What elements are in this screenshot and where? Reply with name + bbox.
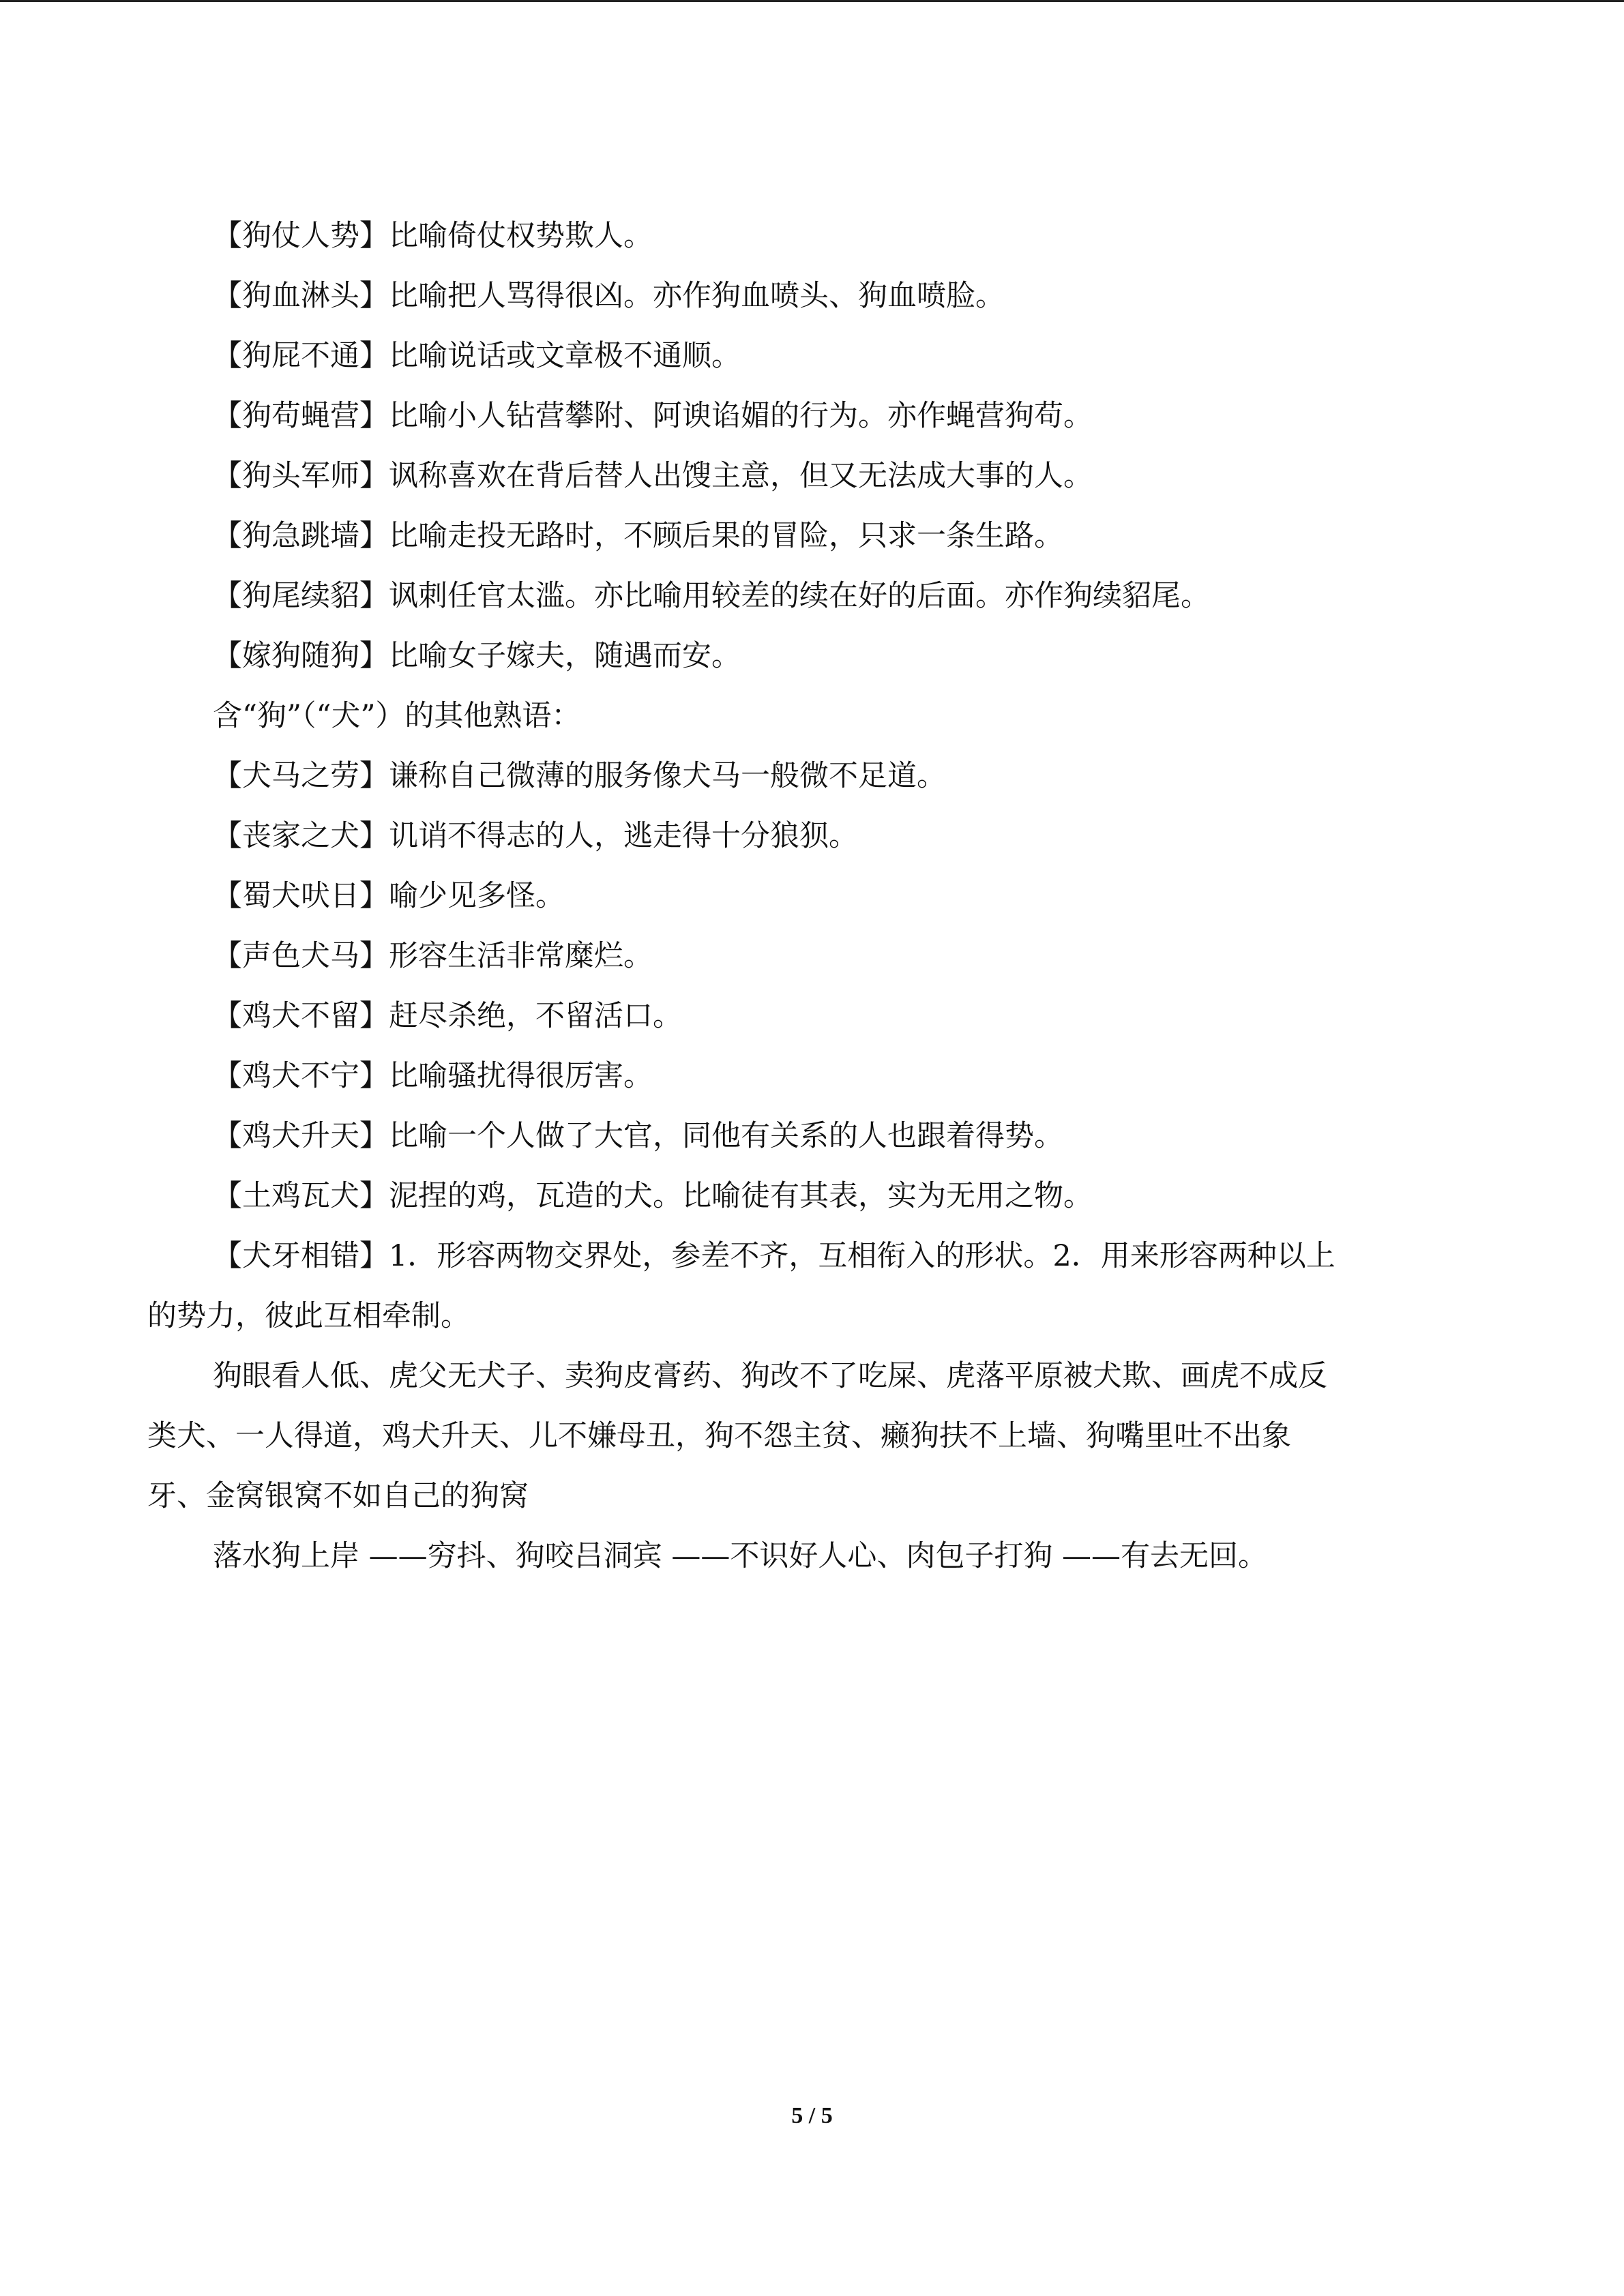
idiom-entry: 【狗头军师】讽称喜欢在背后替人出馊主意，但又无法成大事的人。 xyxy=(213,459,1093,493)
document-body xyxy=(147,206,1471,1586)
idiom-entry: 【蜀犬吠日】喻少见多怪。 xyxy=(213,879,565,913)
idiom-entry: 【狗急跳墙】比喻走投无路时，不顾后果的冒险，只求一条生路。 xyxy=(213,519,1063,553)
idiom-entry: 【声色犬马】形容生活非常糜烂。 xyxy=(213,939,653,973)
proverbs-line: 牙、金窝银窝不如自己的狗窝 xyxy=(147,1479,529,1513)
idiom-entry: 【鸡犬升天】比喻一个人做了大官，同他有关系的人也跟着得势。 xyxy=(213,1119,1063,1153)
idiom-entry: 【嫁狗随狗】比喻女子嫁夫，随遇而安。 xyxy=(213,639,741,673)
idiom-entry: 【狗尾续貂】讽刺任官太滥。亦比喻用较差的续在好的后面。亦作狗续貂尾。 xyxy=(213,579,1210,613)
idiom-entry-line: 【犬牙相错】1．形容两物交界处，参差不齐，互相衔入的形状。2．用来形容两种以上 xyxy=(213,1239,1335,1273)
idiom-entry-line: 的势力，彼此互相牵制。 xyxy=(147,1299,470,1333)
idiom-entry: 【狗血淋头】比喻把人骂得很凶。亦作狗血喷头、狗血喷脸。 xyxy=(213,279,1005,313)
idiom-entry: 【土鸡瓦犬】泥捏的鸡，瓦造的犬。比喻徒有其表，实为无用之物。 xyxy=(213,1179,1093,1213)
idiom-entry: 【鸡犬不宁】比喻骚扰得很厉害。 xyxy=(213,1059,653,1093)
idiom-entry: 【狗屁不通】比喻说话或文章极不通顺。 xyxy=(213,339,741,373)
idiom-entry: 【狗仗人势】比喻倚仗权势欺人。 xyxy=(213,219,653,253)
idiom-entry: 【丧家之犬】讥诮不得志的人，逃走得十分狼狈。 xyxy=(213,819,858,853)
proverbs-line: 类犬、一人得道，鸡犬升天、儿不嫌母丑，狗不怨主贫、癞狗扶不上墙、狗嘴里吐不出象 xyxy=(147,1419,1291,1453)
idiom-entry: 【鸡犬不留】赶尽杀绝，不留活口。 xyxy=(213,999,682,1033)
section-heading: 含“狗”（“犬”）的其他熟语： xyxy=(213,699,581,733)
idiom-entry: 【犬马之劳】谦称自己微薄的服务像犬马一般微不足道。 xyxy=(213,759,946,793)
xiehouyu-paragraph: 落水狗上岸 ——穷抖、狗咬吕洞宾 ——不识好人心、肉包子打狗 ——有去无回。 xyxy=(213,1539,1268,1573)
idiom-entry: 【狗苟蝇营】比喻小人钻营攀附、阿谀谄媚的行为。亦作蝇营狗苟。 xyxy=(213,399,1093,433)
top-border-rule xyxy=(0,0,1624,2)
proverbs-line: 狗眼看人低、虎父无犬子、卖狗皮膏药、狗改不了吃屎、虎落平原被犬欺、画虎不成反 xyxy=(213,1359,1327,1393)
page-number: 5 / 5 xyxy=(791,2103,833,2128)
